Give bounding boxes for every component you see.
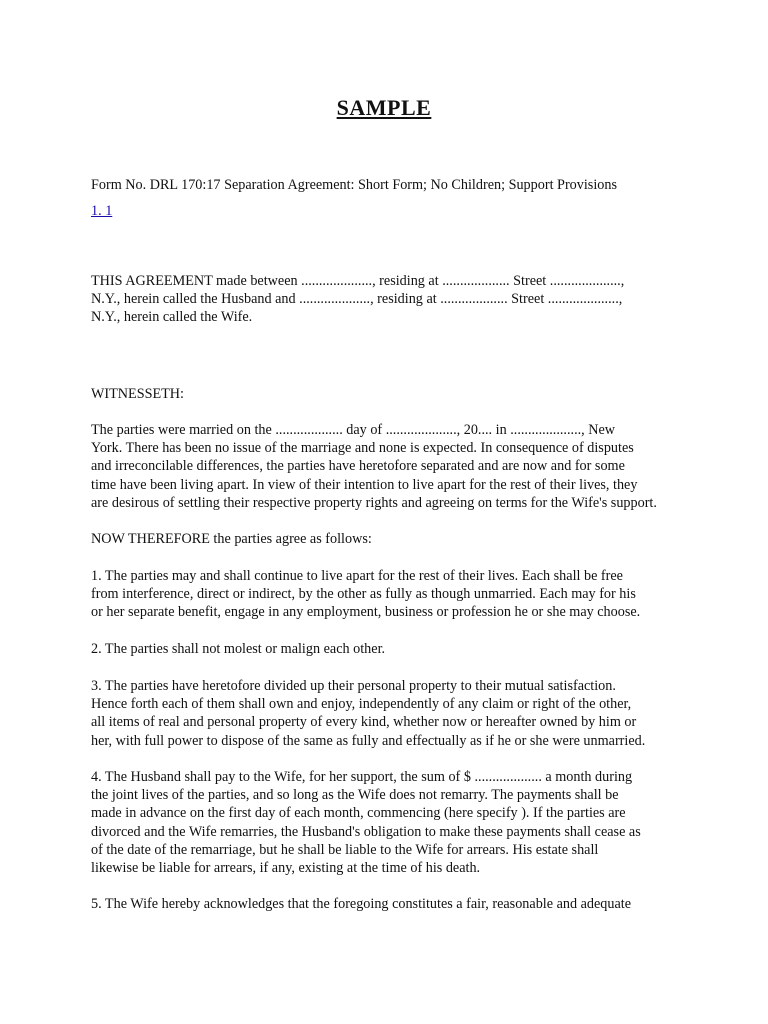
- text-line: the joint lives of the parties, and so long as the Wife does not remarry. The payments shall be: [91, 787, 619, 804]
- text-line: 2. The parties shall not molest or malign each other.: [91, 641, 386, 657]
- form-number: [91, 176, 701, 194]
- agreement-intro: [91, 272, 701, 327]
- form-number-text: Form No. DRL 170:17 Separation Agreement: Short Form; No Children; Support Provisions: [91, 177, 617, 193]
- text-line: are desirous of settling their respective property rights and agreeing on terms for the Wife's support.: [91, 494, 657, 511]
- clause-5: [91, 895, 701, 913]
- text-line: N.Y., herein called the Husband and ...................., residing at ................... Street ....................,: [91, 291, 623, 308]
- clause-1: [91, 567, 701, 622]
- text-line: and irreconcilable differences, the parties have heretofore separated and are now and for some: [91, 458, 625, 475]
- text-line: likewise be liable for arrears, if any, existing at the time of his death.: [91, 860, 481, 877]
- text-line: from interference, direct or indirect, by the other as fully as though unmarried. Each may for his: [91, 586, 636, 603]
- text-line: NOW THEREFORE the parties agree as follows:: [91, 531, 372, 547]
- text-line: time have been living apart. In view of their intention to live apart for the rest of their lives, they: [91, 476, 638, 493]
- text-line: York. There has been no issue of the marriage and none is expected. In consequence of disputes: [91, 440, 634, 457]
- text-line: 1. The parties may and shall continue to live apart for the rest of their lives. Each shall be free: [91, 568, 623, 584]
- text-line: WITNESSETH:: [91, 386, 184, 402]
- text-line: Hence forth each of them shall own and enjoy, independently of any claim or right of the other,: [91, 696, 632, 713]
- clause-4: [91, 768, 701, 877]
- text-line: made in advance on the first day of each month, commencing (here specify ). If the parties are: [91, 805, 626, 822]
- text-line: or her separate benefit, engage in any employment, business or profession he or she may choose.: [91, 604, 641, 621]
- text-line: THIS AGREEMENT made between ...................., residing at ................... Street ....................,: [91, 273, 625, 289]
- text-line: all items of real and personal property of every kind, whether now or hereafter owned by him or: [91, 714, 637, 731]
- text-line: divorced and the Wife remarries, the Husband's obligation to make these payments shall cease as: [91, 823, 641, 840]
- text-line: 5. The Wife hereby acknowledges that the foregoing constitutes a fair, reasonable and adequate: [91, 896, 632, 912]
- witnesseth-heading: [91, 385, 701, 403]
- text-line: of the date of the remarriage, but he shall be liable to the Wife for arrears. His estate shall: [91, 841, 599, 858]
- text-line: 3. The parties have heretofore divided up their personal property to their mutual satisfaction.: [91, 678, 616, 694]
- recital-paragraph: [91, 421, 701, 512]
- clause-2: [91, 640, 701, 658]
- clause-3: [91, 677, 701, 750]
- text-line: N.Y., herein called the Wife.: [91, 309, 253, 326]
- text-line: The parties were married on the ................... day of ...................., 20.... in ...................., New: [91, 422, 616, 438]
- now-therefore-paragraph: [91, 530, 701, 548]
- document-title: SAMPLE: [336, 95, 432, 120]
- footnote-link[interactable]: 1. 1: [91, 203, 113, 219]
- text-line: her, with full power to dispose of the same as fully and effectually as if he or she were unmarried.: [91, 732, 646, 749]
- text-line: 4. The Husband shall pay to the Wife, for her support, the sum of $ ................... a month during: [91, 769, 633, 785]
